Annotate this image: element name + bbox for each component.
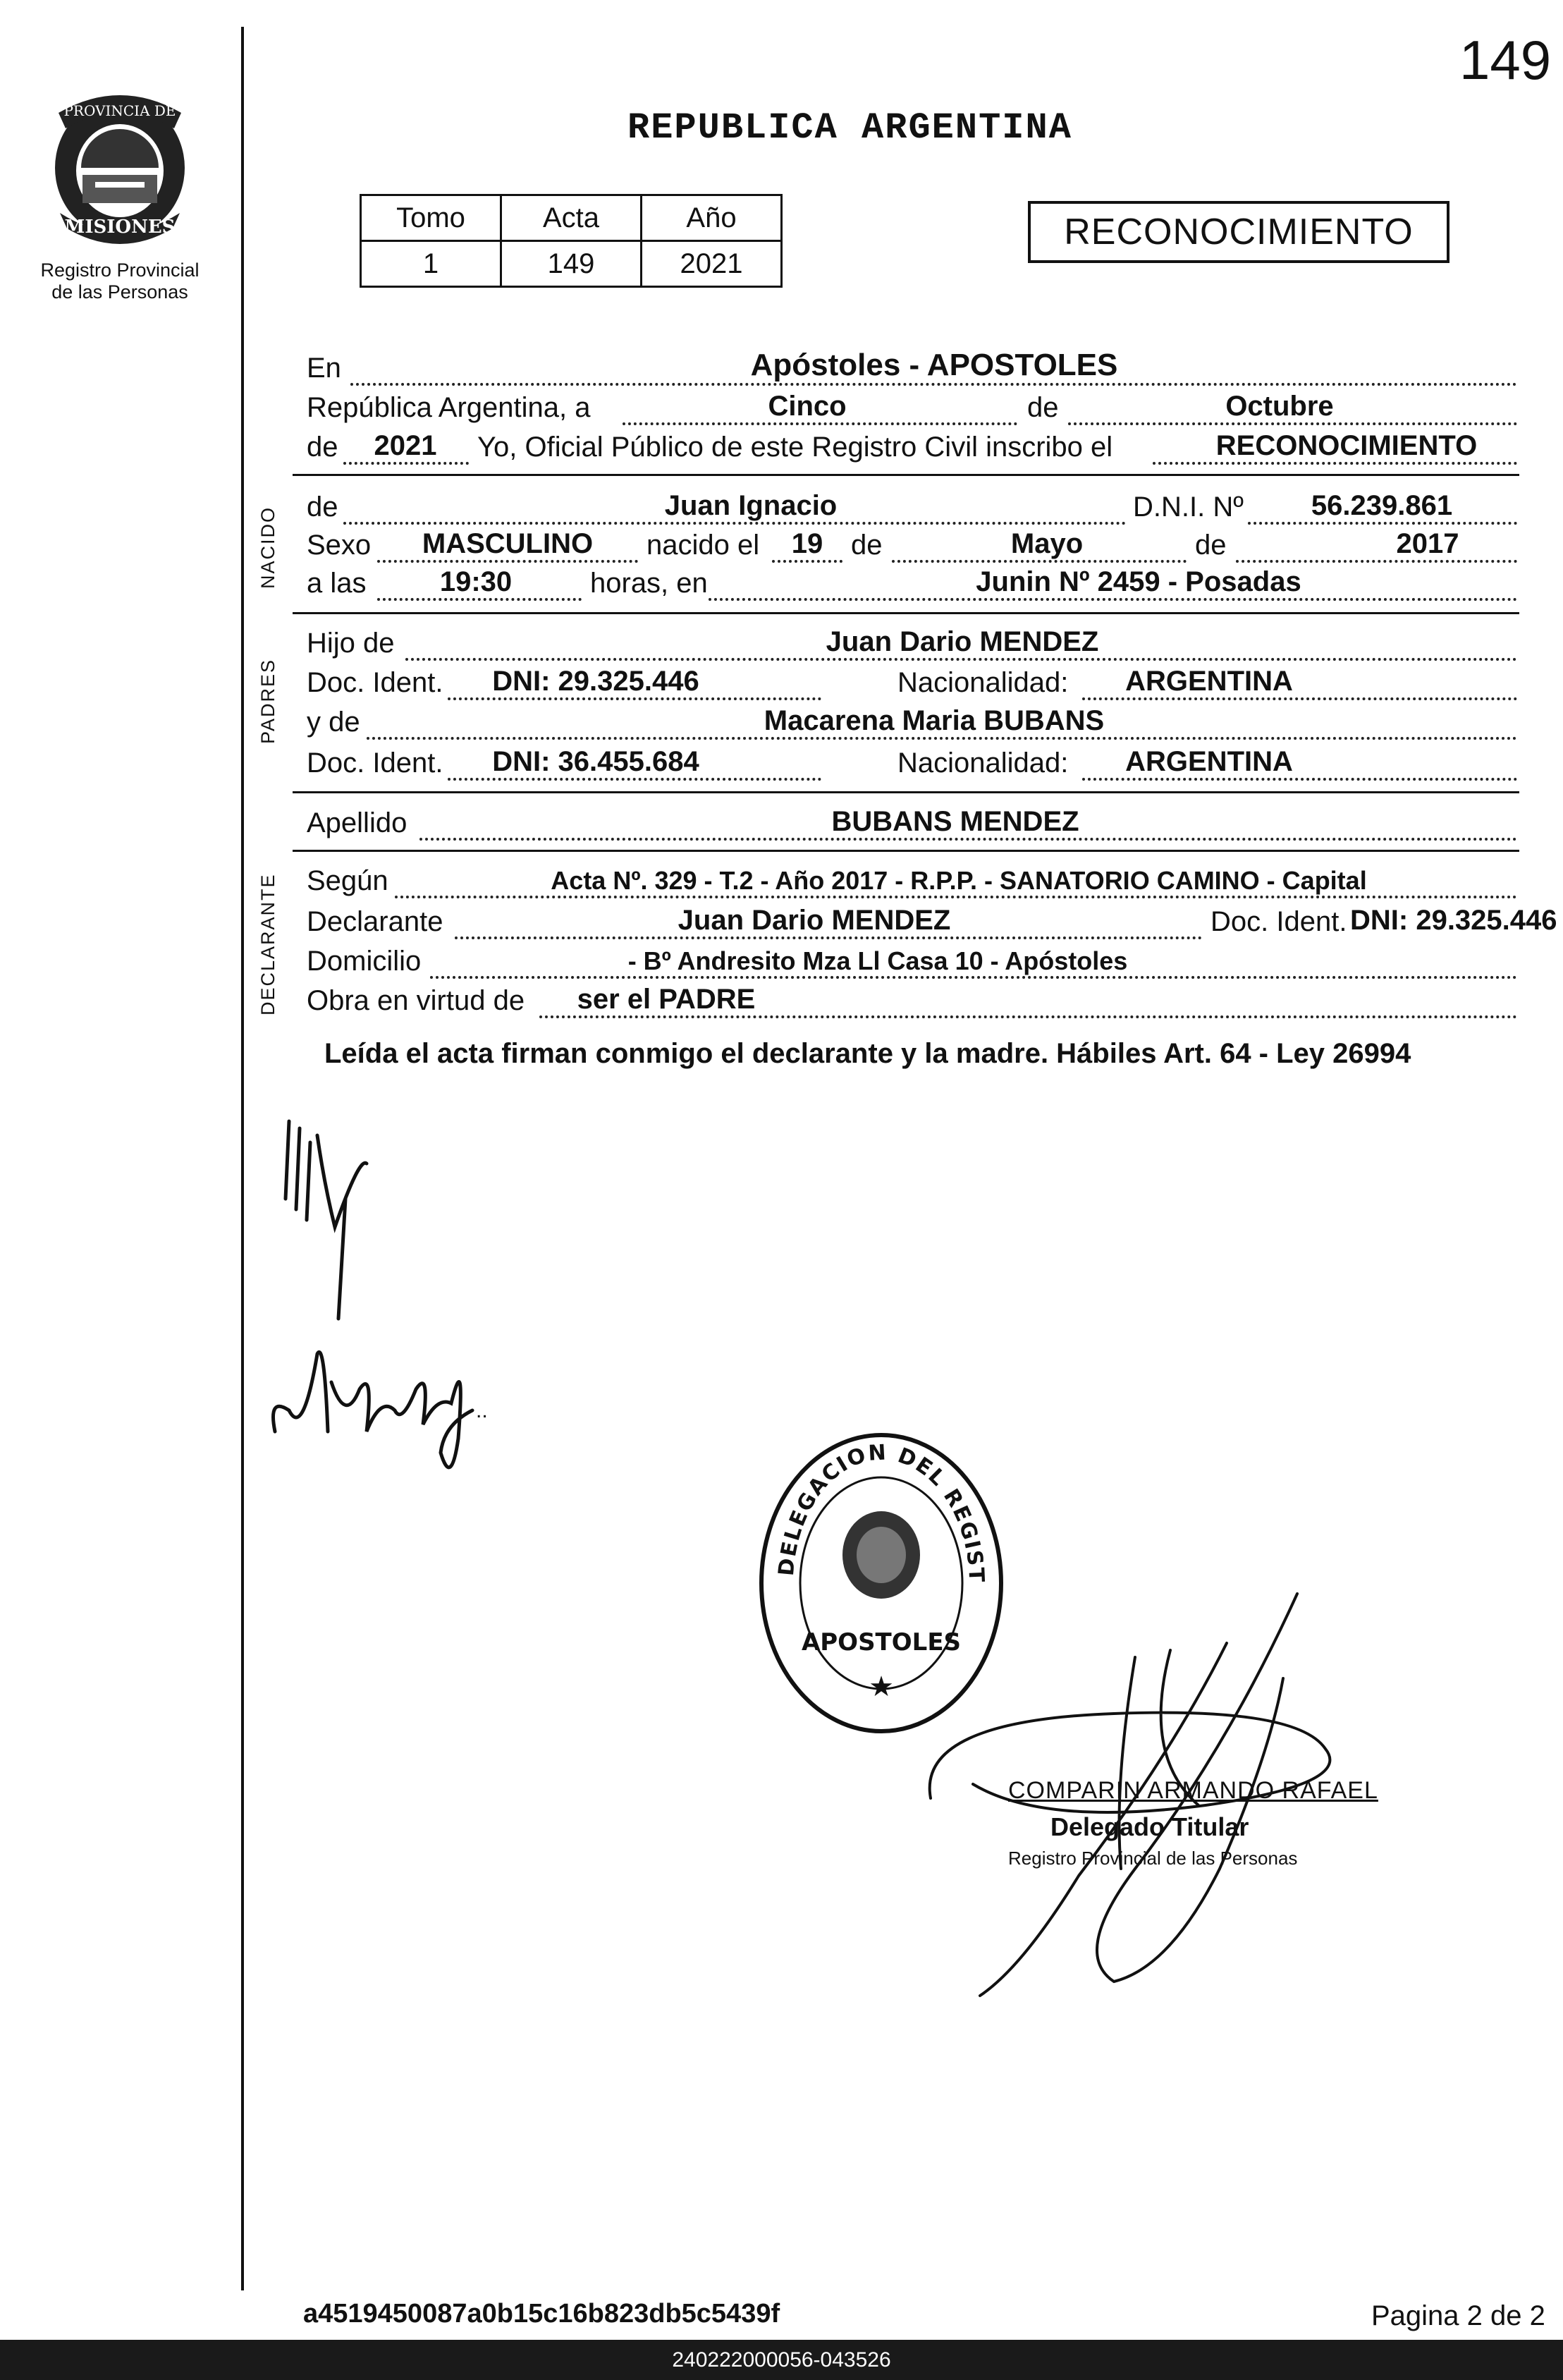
section-divider (293, 612, 1519, 614)
svg-text:MISIONES: MISIONES (64, 216, 176, 238)
place-value: Apóstoles - APOSTOLES (750, 348, 1118, 382)
row-en (307, 349, 1519, 389)
declarante-doc: DNI: 29.325.446 (1350, 905, 1557, 936)
row-year (307, 428, 1519, 468)
segun-value: Acta Nº. 329 - T.2 - Año 2017 - R.P.P. - SANATORIO CAMINO - Capital (551, 866, 1367, 895)
dni-label: D.N.I. Nº (1133, 492, 1244, 523)
domicilio-label: Domicilio (307, 946, 422, 977)
mother-signature (261, 1326, 529, 1491)
document-hash: a4519450087a0b15c16b823db5c5439f (303, 2299, 780, 2329)
row-domicilio (307, 942, 1519, 982)
row-obra (307, 982, 1519, 1021)
margin-line (241, 27, 244, 2290)
obra-label: Obra en virtud de (307, 985, 525, 1016)
document-title: REPUBLICA ARGENTINA (627, 107, 1072, 149)
inscribo-text: Yo, Oficial Público de este Registro Civil inscribo el (477, 432, 1113, 463)
hijo-label: Hijo de (307, 628, 395, 659)
mother-doc: DNI: 36.455.684 (492, 746, 699, 777)
official-title: Delegado Titular (1050, 1812, 1249, 1841)
closing-statement: Leída el acta firman conmigo el declarante y la madre. Hábiles Art. 64 - Ley 26994 (324, 1038, 1411, 1069)
father-doc-label: Doc. Ident. (307, 667, 443, 698)
sexo-label: Sexo (307, 530, 372, 561)
row-mother-doc (307, 744, 1519, 783)
section-label-padres: PADRES (257, 658, 278, 744)
obra-value: ser el PADRE (577, 984, 756, 1015)
ref-value-anio: 2021 (642, 241, 782, 287)
row-father-doc (307, 664, 1519, 703)
father-nationality: ARGENTINA (1125, 666, 1293, 697)
birth-year: 2017 (1396, 528, 1459, 559)
birth-de-label-2: de (1195, 530, 1227, 561)
inscribo-value: RECONOCIMIENTO (1215, 430, 1478, 461)
section-divider (293, 474, 1519, 476)
horas-label: horas, en (590, 568, 708, 599)
page-indicator: Pagina 2 de 2 (1371, 2300, 1545, 2331)
date-de-label: de (1027, 392, 1059, 423)
nacido-de-label: de (307, 492, 338, 523)
mother-doc-label: Doc. Ident. (307, 747, 443, 779)
ref-header-acta: Acta (501, 195, 642, 241)
row-mother (307, 703, 1519, 743)
row-apellido (307, 804, 1519, 843)
year-de-label: de (307, 432, 338, 463)
row-nacido-name (307, 488, 1519, 527)
birth-month: Mayo (1010, 528, 1084, 559)
republica-label: República Argentina, a (307, 392, 591, 423)
day-value: Cinco (768, 391, 847, 422)
svg-text:..: .. (476, 1399, 488, 1422)
section-label-nacido: NACIDO (257, 506, 278, 589)
apellido-value: BUBANS MENDEZ (831, 806, 1079, 837)
official-org: Registro Provincial de las Personas (1008, 1848, 1298, 1869)
row-segun (307, 862, 1519, 901)
barcode-id-bar (0, 2340, 1563, 2380)
birth-place: Junin Nº 2459 - Posadas (976, 566, 1301, 597)
ref-header-anio: Año (642, 195, 782, 241)
birth-time: 19:30 (439, 566, 513, 597)
declarante-name: Juan Dario MENDEZ (678, 905, 951, 936)
row-date (307, 389, 1519, 428)
logo-caption-line1: Registro Provincial (40, 260, 200, 281)
reference-table (360, 194, 783, 288)
ref-value-tomo: 1 (361, 241, 501, 287)
yde-label: y de (307, 707, 360, 738)
logo-seal-text: PROVINCIA DE (63, 102, 176, 119)
logo-caption (14, 260, 226, 303)
ref-value-acta: 149 (501, 241, 642, 287)
stamp-city: APOSTOLES (801, 1628, 962, 1656)
declarante-label: Declarante (307, 906, 443, 937)
svg-text:★: ★ (869, 1671, 894, 1702)
segun-label: Según (307, 865, 388, 896)
father-doc: DNI: 29.325.446 (492, 666, 699, 697)
row-nacido-sexo (307, 526, 1519, 566)
section-divider (293, 791, 1519, 793)
logo-caption-line2: de las Personas (51, 281, 188, 303)
row-declarante (307, 903, 1557, 942)
row-father (307, 624, 1519, 664)
mother-nationality: ARGENTINA (1125, 746, 1293, 777)
page-number: 149 (1459, 29, 1552, 91)
domicilio-value: - Bº Andresito Mza Ll Casa 10 - Apóstoles (627, 946, 1128, 975)
year-value: 2021 (374, 430, 437, 461)
mother-name: Macarena Maria BUBANS (764, 705, 1105, 736)
section-divider (293, 850, 1519, 852)
father-name: Juan Dario MENDEZ (826, 626, 1099, 657)
official-name: COMPARIN ARMANDO RAFAEL (1008, 1777, 1378, 1804)
act-type-box: RECONOCIMIENTO (1028, 201, 1449, 263)
birth-de-label: de (851, 530, 883, 561)
declarante-doc-label: Doc. Ident. (1210, 906, 1347, 937)
child-name: Juan Ignacio (664, 490, 838, 521)
father-nac-label: Nacionalidad: (897, 667, 1069, 698)
child-dni: 56.239.861 (1311, 490, 1453, 521)
sexo-value: MASCULINO (422, 528, 594, 559)
province-logo (39, 85, 201, 247)
ref-header-tomo: Tomo (361, 195, 501, 241)
declarante-signature (275, 1114, 416, 1329)
birth-day: 19 (791, 528, 823, 559)
nacido-el-label: nacido el (646, 530, 760, 561)
apellido-label: Apellido (307, 807, 407, 838)
barcode-id: 240222000056-043526 (672, 2348, 891, 2372)
month-value: Octubre (1225, 391, 1334, 422)
section-label-declarante: DECLARANTE (257, 873, 278, 1015)
row-nacido-hora (307, 564, 1519, 604)
en-label: En (307, 353, 341, 384)
alas-label: a las (307, 568, 367, 599)
stamp-text: DELEGACION DEL REGIST (773, 1440, 989, 1585)
mother-nac-label: Nacionalidad: (897, 747, 1069, 779)
